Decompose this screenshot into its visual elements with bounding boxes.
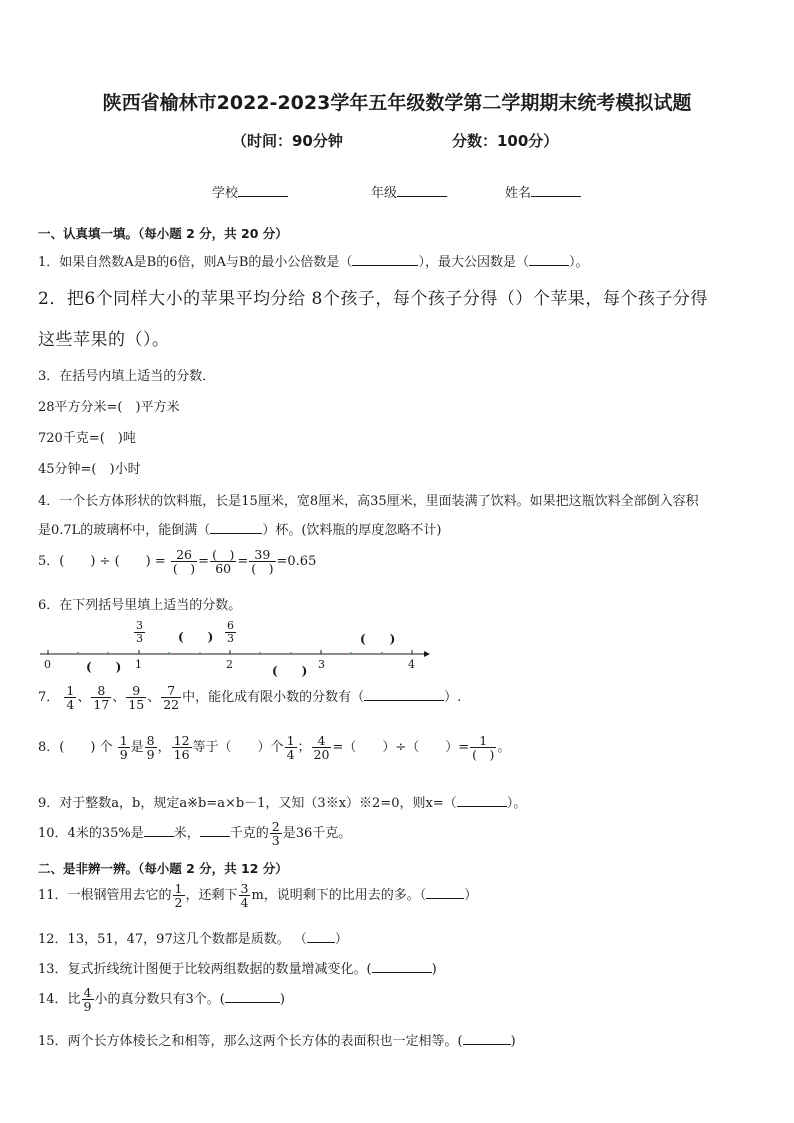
question-3c: 45分钟=( )小时	[38, 462, 141, 477]
tick-label: 1	[135, 658, 142, 671]
question-13: 13．复式折线统计图便于比较两组数据的数量增减变化。( )	[38, 962, 437, 977]
fraction: $\frac{8}{17}$	[93, 683, 110, 713]
fraction: $\frac{1}{( )}$	[472, 733, 495, 763]
answer-blank[interactable]	[364, 689, 444, 701]
answer-blank[interactable]	[144, 825, 174, 837]
answer-blank[interactable]	[372, 961, 432, 973]
question-3b: 720千克=( )吨	[38, 431, 136, 446]
fraction: $\frac{4}{9}$	[83, 985, 92, 1015]
fraction: $\frac{7}{22}$	[163, 683, 180, 713]
answer-blank[interactable]	[307, 931, 335, 943]
fraction: $\frac{1}{4}$	[66, 683, 75, 713]
answer-blank[interactable]	[426, 887, 464, 899]
fraction: $\frac{2}{3}$	[271, 819, 280, 849]
question-4-line-2: 是0.7L的玻璃杯中，能倒满（ ）杯。(饮料瓶的厚度忽略不计)	[38, 523, 442, 538]
answer-paren[interactable]: ( )	[86, 660, 122, 674]
tick-label: 2	[226, 658, 233, 671]
number-line	[38, 620, 438, 680]
answer-blank[interactable]	[457, 795, 507, 807]
question-4-line-1: 4．一个长方体形状的饮料瓶，长是15厘米，宽8厘米，高35厘米，里面装满了饮料。如果把这瓶饮料全部倒入容积	[38, 494, 699, 509]
question-9: 9．对于整数a，b，规定a※b=a×b－1，又知（3※x）※2=0，则x=（ ）。	[38, 796, 527, 811]
question-1: 1．如果自然数A是B的6倍，则A与B的最小公倍数是（ ），最大公因数是（ ）。	[38, 255, 589, 270]
fraction: $\frac{1}{4}$	[286, 733, 295, 763]
answer-blank[interactable]	[352, 254, 418, 266]
question-10: 10．4米的35%是 米， 千克的 $\frac{2}{3}$ 是36千克。	[38, 819, 352, 849]
question-5: 5．( ) ÷ ( ) = $\frac{26}{( )}$ = $\frac{( )}{60}$ = $\frac{39}{( )}$ =0.65	[38, 547, 317, 577]
fraction: $\frac{3}{3}$	[136, 619, 143, 645]
fraction: $\frac{3}{4}$	[240, 881, 249, 911]
answer-blank[interactable]	[225, 991, 280, 1003]
fraction: $\frac{( )}{60}$	[212, 547, 235, 577]
question-11: 11．一根钢管用去它的 $\frac{1}{2}$ ，还剩下 $\frac{3}{4}$ m，说明剩下的比用去的多。（ ）	[38, 881, 478, 911]
fraction: $\frac{8}{9}$	[146, 733, 155, 763]
answer-paren[interactable]: ( )	[178, 630, 214, 644]
question-3: 3．在括号内填上适当的分数．	[38, 369, 216, 384]
question-3a: 28平方分米=( )平方米	[38, 400, 180, 415]
answer-paren[interactable]: ( )	[272, 664, 308, 678]
school-blank[interactable]	[238, 185, 288, 197]
question-6: 6．在下列括号里填上适当的分数。	[38, 598, 242, 613]
question-12: 12．13，51，47，97这几个数都是质数。 （ ）	[38, 932, 348, 947]
question-14: 14．比 $\frac{4}{9}$ 小的真分数只有3个。( )	[38, 985, 285, 1015]
question-8: 8．( ) 个 $\frac{1}{9}$ 是 $\frac{8}{9}$ ， $\frac{12}{16}$ 等于（ ）个 $\frac{1}{4}$ ； $\frac{4}{20}$ =（ ）÷（ ）= $\frac{1}{( )}$ 。	[38, 733, 511, 763]
answer-blank[interactable]	[463, 1033, 511, 1045]
fraction: $\frac{39}{( )}$	[251, 547, 274, 577]
answer-blank[interactable]	[210, 522, 262, 534]
grade-blank[interactable]	[397, 185, 447, 197]
question-15: 15．两个长方体棱长之和相等，那么这两个长方体的表面积也一定相等。( )	[38, 1034, 516, 1049]
fraction: $\frac{9}{15}$	[128, 683, 145, 713]
answer-blank[interactable]	[529, 254, 569, 266]
fraction: $\frac{4}{20}$	[313, 733, 330, 763]
fraction: $\frac{6}{3}$	[227, 619, 234, 645]
fraction: $\frac{1}{9}$	[119, 733, 128, 763]
exam-score: 分数：100分）	[452, 132, 559, 150]
page-title: 陕西省榆林市2022-2023学年五年级数学第二学期期末统考模拟试题	[102, 92, 692, 114]
school-field[interactable]: 学校	[212, 182, 288, 201]
section-2-heading: 二、是非辨一辨。（每小题 2 分，共 12 分）	[38, 861, 288, 876]
tick-label: 0	[44, 658, 51, 671]
question-2-line-2: 这些苹果的（）。	[38, 330, 170, 350]
exam-time: （时间：90分钟	[232, 132, 343, 150]
question-2-line-1: 2．把6个同样大小的苹果平均分给 8个孩子，每个孩子分得（）个苹果，每个孩子分得	[38, 289, 708, 309]
fraction: $\frac{12}{16}$	[173, 733, 190, 763]
answer-paren[interactable]: ( )	[360, 632, 396, 646]
question-7: 7． $\frac{1}{4}$ 、 $\frac{8}{17}$ 、 $\frac{9}{15}$ 、 $\frac{7}{22}$ 中，能化成有限小数的分数有（ ）.	[38, 683, 462, 713]
tick-label: 4	[408, 658, 415, 671]
name-field[interactable]: 姓名	[505, 182, 581, 201]
name-blank[interactable]	[531, 185, 581, 197]
tick-label: 3	[318, 658, 325, 671]
fraction: $\frac{26}{( )}$	[172, 547, 196, 577]
fraction: $\frac{1}{2}$	[174, 881, 183, 911]
section-1-heading: 一、认真填一填。（每小题 2 分，共 20 分）	[38, 226, 288, 241]
grade-field[interactable]: 年级	[371, 182, 447, 201]
answer-blank[interactable]	[200, 825, 230, 837]
